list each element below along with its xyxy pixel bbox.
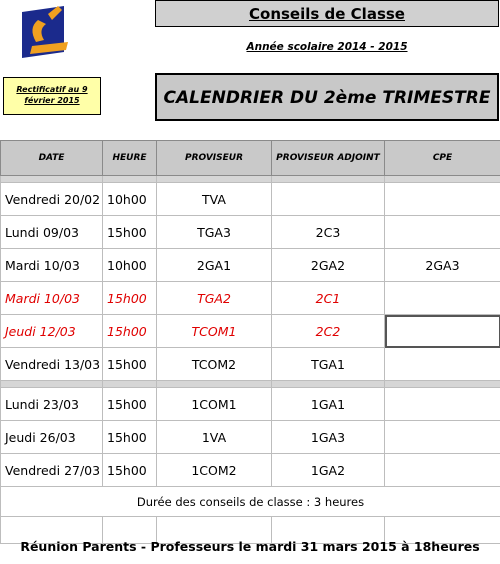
column-header-proviseur[interactable]: PROVISEUR (157, 141, 272, 176)
cell-date[interactable]: Jeudi 26/03 (1, 421, 103, 454)
cell-cpe[interactable] (385, 348, 500, 381)
cell-adjoint[interactable]: 1GA3 (272, 421, 385, 454)
school-year: Année scolaire 2014 - 2015 (246, 41, 408, 53)
cell-cpe[interactable] (385, 388, 500, 421)
separator-row (1, 381, 500, 388)
cell-date[interactable]: Mardi 10/03 (1, 282, 103, 315)
table-row (1, 183, 500, 216)
cell-date[interactable]: Mardi 10/03 (1, 249, 103, 282)
duration-row (1, 487, 500, 517)
cell-cpe[interactable] (385, 454, 500, 487)
cell-heure[interactable]: 15h00 (103, 282, 157, 315)
cell-cpe[interactable] (385, 183, 500, 216)
school-logo (8, 2, 78, 64)
cell-adjoint[interactable]: 2C3 (272, 216, 385, 249)
cell-adjoint[interactable]: TGA1 (272, 348, 385, 381)
table-row (1, 249, 500, 282)
cell-cpe[interactable] (385, 421, 500, 454)
cell-cpe[interactable] (385, 282, 500, 315)
cell-date[interactable]: Vendredi 13/03 (1, 348, 103, 381)
page-title: Conseils de Classe (155, 0, 499, 27)
column-header-date[interactable]: DATE (1, 141, 103, 176)
column-header-proviseur-adjoint[interactable]: PROVISEUR ADJOINT (272, 141, 385, 176)
cell-date[interactable]: Vendredi 20/02 (1, 183, 103, 216)
column-header-heure[interactable]: HEURE (103, 141, 157, 176)
footer-note: Réunion Parents - Professeurs le mardi 31 mars 2015 à 18heures (20, 539, 480, 554)
table-header-row (1, 141, 500, 176)
cell-heure[interactable]: 15h00 (103, 348, 157, 381)
cell-adjoint[interactable]: 2C2 (272, 315, 385, 348)
table-row (1, 216, 500, 249)
cell-date[interactable]: Lundi 09/03 (1, 216, 103, 249)
cell-heure[interactable]: 15h00 (103, 216, 157, 249)
cell-date[interactable]: Lundi 23/03 (1, 388, 103, 421)
cell-heure[interactable]: 10h00 (103, 183, 157, 216)
table-row (1, 421, 500, 454)
cell-adjoint[interactable] (272, 183, 385, 216)
column-header-cpe[interactable]: CPE (385, 141, 500, 176)
cell-date[interactable]: Jeudi 12/03 (1, 315, 103, 348)
selected-cell[interactable] (385, 315, 500, 348)
cell-heure[interactable]: 10h00 (103, 249, 157, 282)
cell-adjoint[interactable]: 1GA1 (272, 388, 385, 421)
cell-heure[interactable]: 15h00 (103, 315, 157, 348)
cell-proviseur[interactable]: TGA2 (157, 282, 272, 315)
cell-heure[interactable]: 15h00 (103, 421, 157, 454)
cell-cpe[interactable] (385, 216, 500, 249)
cell-proviseur[interactable]: TGA3 (157, 216, 272, 249)
table-row (1, 388, 500, 421)
cell-proviseur[interactable]: TVA (157, 183, 272, 216)
cell-proviseur[interactable]: 1VA (157, 421, 272, 454)
cell-adjoint[interactable]: 1GA2 (272, 454, 385, 487)
cell-heure[interactable]: 15h00 (103, 454, 157, 487)
calendar-title: CALENDRIER DU 2ème TRIMESTRE (155, 73, 499, 121)
cell-proviseur[interactable]: 2GA1 (157, 249, 272, 282)
table-row-highlighted (1, 282, 500, 315)
schedule-table (0, 140, 500, 544)
cell-adjoint[interactable]: 2C1 (272, 282, 385, 315)
duration-note[interactable]: Durée des conseils de classe : 3 heures (1, 487, 500, 517)
cell-date[interactable]: Vendredi 27/03 (1, 454, 103, 487)
separator-row (1, 176, 500, 183)
cell-cpe[interactable]: 2GA3 (385, 249, 500, 282)
cell-proviseur[interactable]: 1COM1 (157, 388, 272, 421)
table-row (1, 454, 500, 487)
cell-proviseur[interactable]: TCOM2 (157, 348, 272, 381)
cell-adjoint[interactable]: 2GA2 (272, 249, 385, 282)
cell-proviseur[interactable]: 1COM2 (157, 454, 272, 487)
rectificatif-note: Rectificatif au 9 février 2015 (3, 77, 101, 115)
cell-proviseur[interactable]: TCOM1 (157, 315, 272, 348)
table-row-highlighted (1, 315, 500, 348)
cell-heure[interactable]: 15h00 (103, 388, 157, 421)
table-row (1, 348, 500, 381)
